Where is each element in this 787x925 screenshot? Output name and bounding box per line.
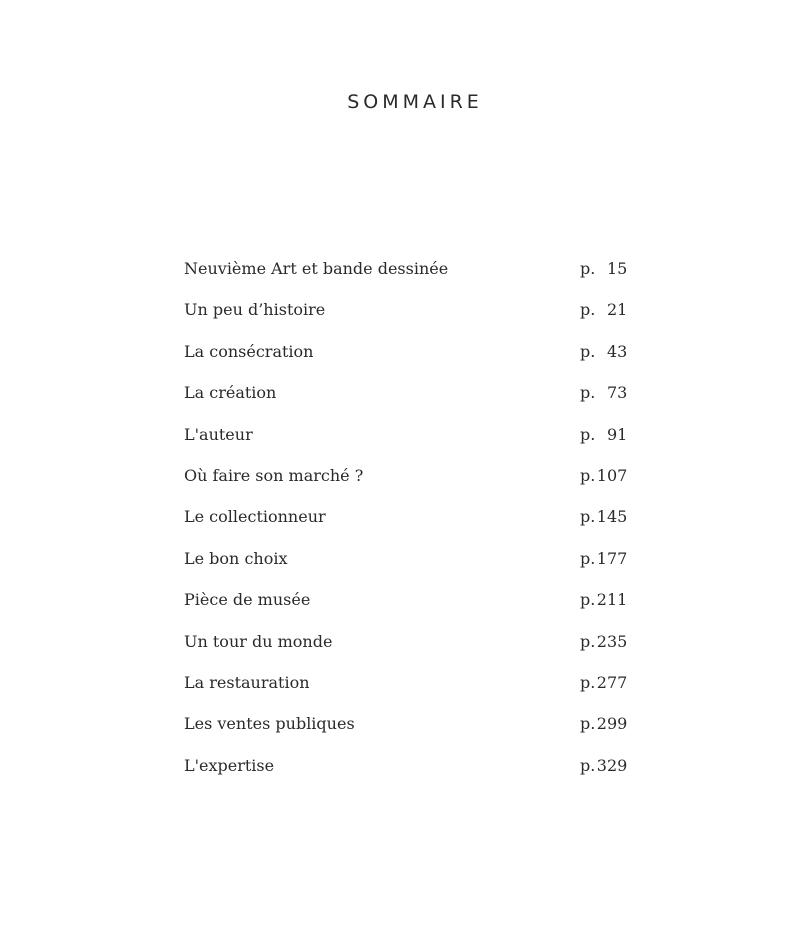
page-number: 145 bbox=[596, 507, 628, 527]
page-number: 91 bbox=[606, 424, 628, 444]
toc-entry-page bbox=[580, 632, 627, 651]
page-number: 43 bbox=[606, 341, 628, 361]
page-prefix: p. bbox=[580, 383, 596, 403]
toc-entry-page bbox=[580, 673, 627, 692]
page-number: 21 bbox=[606, 300, 628, 320]
table-of-contents bbox=[184, 259, 634, 797]
page-prefix: p. bbox=[580, 259, 596, 278]
toc-entry bbox=[184, 259, 634, 300]
toc-entry bbox=[184, 632, 634, 673]
toc-entry-title: Où faire son marché ? bbox=[184, 465, 364, 485]
page-number: 211 bbox=[596, 590, 628, 610]
page-prefix: p. bbox=[580, 507, 596, 527]
toc-entry-title: La restauration bbox=[184, 672, 310, 692]
page-prefix: p. bbox=[580, 672, 596, 692]
toc-entry bbox=[184, 673, 634, 714]
page-title: SOMMAIRE bbox=[347, 91, 483, 113]
toc-entry bbox=[184, 425, 634, 466]
toc-entry bbox=[184, 300, 634, 341]
page-prefix: p. bbox=[580, 590, 596, 610]
toc-entry-page bbox=[580, 590, 627, 609]
toc-entry-page bbox=[580, 425, 627, 444]
page-number: 177 bbox=[596, 548, 628, 568]
toc-entry bbox=[184, 383, 634, 424]
toc-entry bbox=[184, 756, 634, 797]
toc-entry bbox=[184, 549, 634, 590]
page-prefix: p. bbox=[580, 714, 596, 734]
page-number: 235 bbox=[596, 631, 628, 651]
toc-entry bbox=[184, 466, 634, 507]
page-number: 329 bbox=[596, 755, 628, 775]
toc-entry-page bbox=[580, 259, 627, 278]
toc-entry bbox=[184, 714, 634, 755]
toc-entry-title: Un peu d’histoire bbox=[184, 300, 326, 320]
toc-entry-title: La création bbox=[184, 383, 277, 403]
page-prefix: p. bbox=[580, 300, 596, 320]
page-number: 15 bbox=[606, 259, 628, 278]
toc-entry bbox=[184, 590, 634, 631]
toc-entry-title: L'auteur bbox=[184, 424, 253, 444]
toc-entry-title: Un tour du monde bbox=[184, 631, 333, 651]
page-prefix: p. bbox=[580, 755, 596, 775]
toc-entry-title: Le collectionneur bbox=[184, 507, 326, 527]
toc-entry-title: La consécration bbox=[184, 341, 314, 361]
page-number: 107 bbox=[596, 465, 628, 485]
toc-entry bbox=[184, 507, 634, 548]
toc-entry-title: Les ventes publiques bbox=[184, 714, 355, 734]
toc-entry-page bbox=[580, 342, 627, 361]
toc-entry-page bbox=[580, 383, 627, 402]
toc-entry bbox=[184, 342, 634, 383]
toc-entry-page bbox=[580, 756, 627, 775]
toc-entry-page bbox=[580, 300, 627, 319]
toc-entry-title: Neuvième Art et bande dessinée bbox=[184, 259, 449, 278]
page-prefix: p. bbox=[580, 424, 596, 444]
page-prefix: p. bbox=[580, 548, 596, 568]
page-number: 73 bbox=[606, 383, 628, 403]
toc-entry-title: Pièce de musée bbox=[184, 590, 311, 610]
page-prefix: p. bbox=[580, 465, 596, 485]
page-number: 277 bbox=[596, 672, 628, 692]
page-prefix: p. bbox=[580, 631, 596, 651]
toc-entry-page bbox=[580, 466, 627, 485]
toc-entry-page bbox=[580, 507, 627, 526]
toc-entry-page bbox=[580, 549, 627, 568]
toc-entry-title: L'expertise bbox=[184, 755, 275, 775]
toc-entry-title: Le bon choix bbox=[184, 548, 288, 568]
toc-entry-page bbox=[580, 714, 627, 733]
page-prefix: p. bbox=[580, 341, 596, 361]
page-number: 299 bbox=[596, 714, 628, 734]
